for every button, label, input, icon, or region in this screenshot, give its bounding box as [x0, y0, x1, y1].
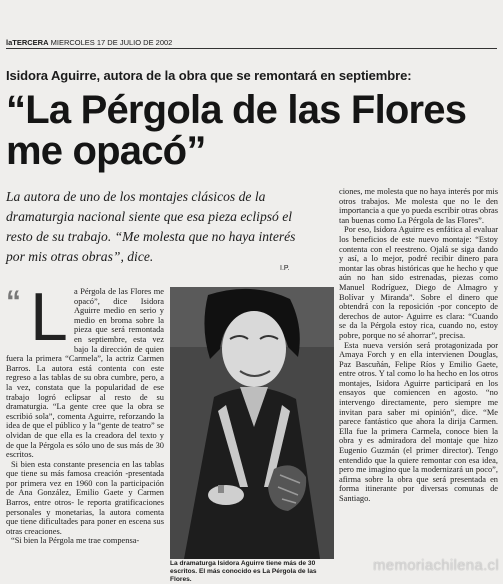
newspaper-header	[6, 38, 497, 49]
headline: “La Pérgola de las Flores me opacó”	[6, 88, 467, 173]
paragraph: a Pérgola de las Flores me opacó”, dice Isidora Aguirre medio en serio y medio en broma sobre la pieza que será remontada en septiembre, esta vez bajo la dirección de quien fuera la primera “Carmela”, la actriz Carmen Barros. La autora está contenta con este regreso a las tablas de su obra cumbre, pero, a la vez, constata que la popularidad de ese trabajo logró eclipsar al resto de su dramaturgia. “La gente cree que la obra se escribió sola”, comenta Aguirre, reforzando la idea de que el público y la “gente de teatro” se olvidan de que ella es la creadora del texto y de que la Pérgola es sólo uno de sus más de 30 escritos.	[6, 287, 164, 460]
byline: I.P.	[280, 265, 290, 272]
paragraph: Por eso, Isidora Aguirre es enfática al evaluar los beneficios de este nuevo montaje: “Estoy contenta con el reestreno. Ojalá se siga dando y así, a lo mejor, podré recibir dinero para montar las obras históricas que he hecho y que aún no han sido estrenadas, piezas como Manuel Rodríguez, Diego de Almagro y Bolívar y Miranda”. Sobre el dinero que obtendrá con la reposición -por concepto de derechos de autor- Aguirre es clara: “Cuando se da la Pérgola estoy rica, cuando no, estoy pobre, porque no sé ahorrar”, precisa.	[339, 225, 498, 340]
publication-title: TERCERA	[12, 38, 49, 47]
paragraph: ciones, me molesta que no haya interés por mis otros trabajos. Me molesta que no le den importancia a que yo pueda escribir otras obras tan buenas como La Pérgola de las Flores”.	[339, 187, 498, 225]
publication-prefix: la	[6, 38, 13, 47]
paragraph: Si bien esta constante presencia en las tablas que tiene su más famosa creación -presentada por primera vez en 1960 con la participación de Ana González, Emilio Gaete y Carmen Barros, entre otros- le reporta gratificaciones personales y monetarias, la autora comenta que tiene dificultades para poner en escena sus otras creaciones.	[6, 459, 164, 536]
kicker: Isidora Aguirre, autora de la obra que se remontará en septiembre:	[6, 68, 412, 83]
paragraph: Esta nueva versión será protagonizada por Amaya Forch y en ella intervienen Douglas, Paz Bascuñán, Felipe Ríos y Emilio Gaete, entre otros. Y tal como lo ha hecho en los otros montajes, Isidora Aguirre participará en los ensayos que comiencen en agosto. “no intervengo directamente, pero siempre me invitan para saber mi opinión”, dice. “Me parece fantástico que ahora la dirija Carmen. Ella fue la primera Carmela, conoce bien la obra y es admiradora del montaje que hizo Eugenio Guzmán (el primer director). Tengo entendido que la quiere remontar con esa idea, pero me imagino que la modernizará un poco”, afirma sobre la obra que será presentada en forma itinerante por diversas comunas de Santiago.	[339, 340, 498, 503]
author-photo	[170, 287, 334, 559]
article-column-right	[339, 187, 498, 576]
issue-date: MIERCOLES 17 DE JULIO DE 2002	[50, 38, 173, 47]
deck: La autora de uno de los montajes clásicos de la dramaturgia nacional siente que esa pieza eclipsó el resto de su trabajo. “Me molesta que no haya interés por mis otras obras”, dice.	[6, 189, 296, 264]
paragraph: “Si bien la Pérgola me trae compensa-	[11, 536, 140, 546]
dropcap-block	[6, 287, 72, 355]
opening-quote-mark: “	[6, 287, 21, 318]
publication-name	[6, 38, 49, 47]
photo-caption: La dramaturga Isidora Aguirre tiene más de 30 escritos. El más conocido es La Pérgola de las Flores.	[170, 560, 317, 583]
dropcap-letter: L	[30, 287, 68, 355]
portrait-illustration	[170, 287, 334, 559]
article-column-left	[6, 287, 164, 576]
watermark: memoriachilena.cl	[373, 557, 499, 574]
